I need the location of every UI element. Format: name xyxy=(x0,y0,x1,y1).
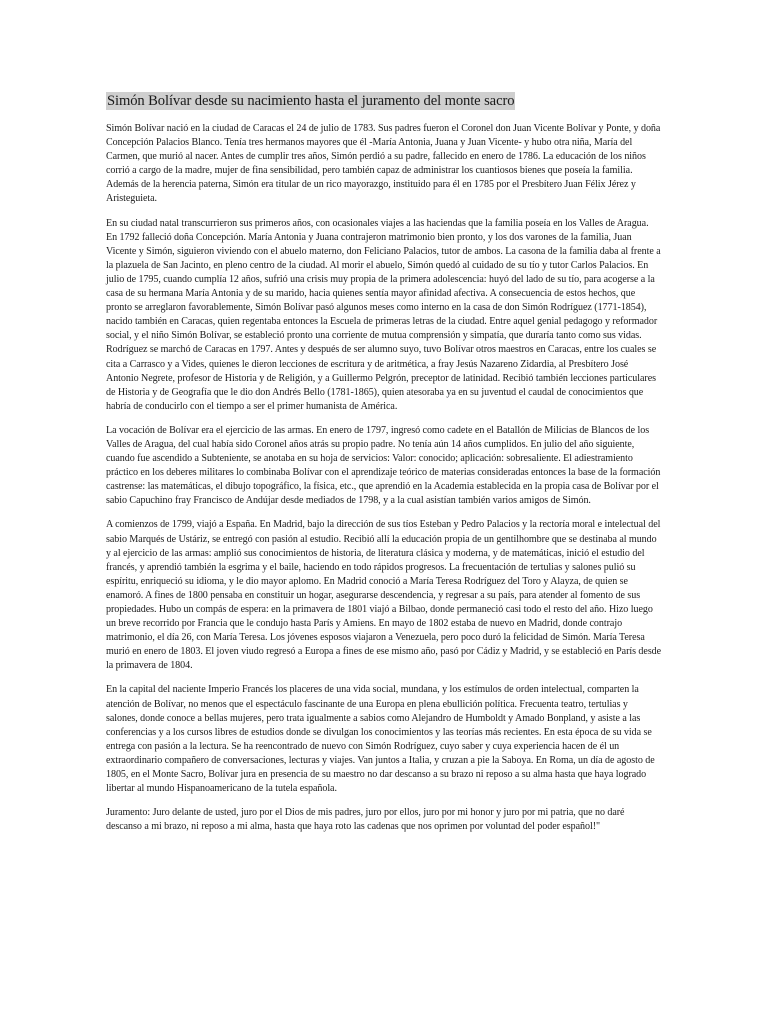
paragraph-birth: Simón Bolívar nació en la ciudad de Caracas el 24 de julio de 1783. Sus padres fueron el Coronel don Juan Vicente Bolívar y Ponte, y doña Concepción Palacios Blanco. Tenía tres hermanos mayores que él -María Antonia, Juana y Juan Vicente- y hubo otra niña, María del Carmen, que murió al nacer. Antes de cumplir tres años, Simón perdió a su padre, fallecido en enero de 1786. La educación de los niños corrió a cargo de la madre, mujer de fina sensibilidad, pero también capaz de administrar los cuantiosos bienes que poseía la familia. Además de la herencia paterna, Simón era titular de un rico mayorazgo, instituido para él en 1785 por el Presbítero Juan Félix Jérez y Aristeguieta. xyxy=(106,123,661,205)
paragraph-paris: En la capital del naciente Imperio Francés los placeres de una vida social, mundana, y los estímulos de orden intelectual, comparten la atención de Bolívar, no menos que el espectáculo fascinante de una Europa en plena ebullición política. Frecuenta teatro, tertulias y salones, donde conoce a bellas mujeres, pero trata igualmente a sabios como Alejandro de Humboldt y Amado Bonpland, y asiste a las conferencias y a los cursos libres de estudios donde se divulgan los conocimientos y las teorías más recientes. En esta época de su vida se entrega con pasión a la lectura. Se ha reencontrado de nuevo con Simón Rodríguez, cuyo saber y cuya experiencia hacen de él un extraordinario compañero de conversaciones, lecturas y viajes. Van juntos a Italia, y cruzan a pie la Saboya. En Roma, un día de agosto de 1805, en el Monte Sacro, Bolívar jura en presencia de su maestro no dar descanso a su brazo ni reposo a su alma hasta que haya logrado libertar al mundo Hispanoamericano de la tutela española. xyxy=(106,684,655,795)
paragraph-oath: Juramento: Juro delante de usted, juro por el Dios de mis padres, juro por ellos, juro por mi honor y juro por mi patria, que no daré descanso a mi brazo, ni reposo a mi alma, hasta que haya roto las cadenas que nos oprimen por voluntad del poder español!" xyxy=(106,807,625,833)
paragraph-childhood: En su ciudad natal transcurrieron sus primeros años, con ocasionales viajes a las haciendas que la familia poseía en los Valles de Aragua. En 1792 falleció doña Concepción. María Antonia y Juana contrajeron matrimonio bien pronto, y los dos varones de la familia, Juan Vicente y Simón, siguieron viviendo con el abuelo materno, don Feliciano Palacios, tutor de ambos. La casona de la familia daba al frente a la plazuela de San Jacinto, en pleno centro de la ciudad. Al morir el abuelo, Simón quedó al cuidado de su tío y tutor Carlos Palacios. En julio de 1795, cuando cumplía 12 años, sufrió una crisis muy propia de la primera adolescencia: huyó del lado de su tío, para acogerse a la casa de su hermana María Antonia y de su marido, hacia quienes sentía mayor afinidad afectiva. A consecuencia de estos hechos, que pronto se arreglaron favorablemente, Simón Bolívar pasó algunos meses como interno en la casa de don Simón Rodríguez (1771-1854), nacido también en Caracas, quien regentaba entonces la Escuela de primeras letras de la ciudad. Entre aquel genial pedagogo y reformador social, y el niño Simón Bolívar, se estableció pronto una corriente de mutua comprensión y simpatía, que duraría tanto como sus vidas. Rodríguez se marchó de Caracas en 1797. Antes y después de ser alumno suyo, tuvo Bolívar otros maestros en Caracas, entre los cuales se cita a Carrasco y a Vides, quienes le dieron lecciones de escritura y de aritmética, a fray Jesús Nazareno Zidardia, al Presbítero José Antonio Negrete, profesor de Historia y de Religión, y a Guillermo Pelgrón, preceptor de latinidad. Recibió también lecciones particulares de Historia y de Geografía que le dio don Andrés Bello (1781-1865), quien atesoraba ya en su juventud el caudal de conocimientos que habría de conducirlo con el tiempo a ser el primer humanista de América. xyxy=(106,217,661,412)
paragraph-military-vocation: La vocación de Bolívar era el ejercicio de las armas. En enero de 1797, ingresó como cadete en el Batallón de Milicias de Blancos de los Valles de Aragua, del cual había sido Coronel años atrás su propio padre. No tenía aún 14 años cumplidos. En julio del año siguiente, cuando fue ascendido a Subteniente, se anotaba en su hoja de servicios: Valor: conocido; aplicación: sobresaliente. El adiestramiento práctico en los deberes militares lo combinaba Bolívar con el aprendizaje teórico de materias consideradas entonces la base de la formación castrense: las matemáticas, el dibujo topográfico, la física, etc., que aprendió en la Academia establecida en la propia casa de Bolívar por el sabio Capuchino fray Francisco de Andújar desde mediados de 1798, y a la cual asistían también varios amigos de Simón. xyxy=(106,424,661,507)
document-title: Simón Bolívar desde su nacimiento hasta el juramento del monte sacro xyxy=(107,93,515,109)
paragraph-spain: A comienzos de 1799, viajó a España. En Madrid, bajo la dirección de sus tíos Esteban y Pedro Palacios y la rectoría moral e intelectual del sabio Marqués de Ustáriz, se entregó con pasión al estudio. Recibió allí la educación propia de un gentilhombre que se destinaba al mundo y al ejercicio de las armas: amplió sus conocimientos de historia, de literatura clásica y moderna, y de matemáticas, inició el estudio del francés, y aprendió también la esgrima y el baile, haciendo en todo rápidos progresos. La frecuentación de tertulias y salones pulió su espíritu, enriqueció su idioma, y le dio mayor aplomo. En Madrid conoció a María Teresa Rodríguez del Toro y Alayza, de quien se enamoró. A fines de 1800 pensaba en constituir un hogar, asegurarse descendencia, y regresar a su país, para atender al fomento de sus propiedades. Hubo un compás de espera: en la primavera de 1801 viajó a Bilbao, donde permaneció casi todo el resto del año. Hizo luego un breve recorrido por Francia que le condujo hasta París y Amiens. En mayo de 1802 estaba de nuevo en Madrid, donde contrajo matrimonio, el día 26, con María Teresa. Los jóvenes esposos viajaron a Venezuela, pero poco duró la felicidad de Simón. María Teresa murió en enero de 1803. El joven viudo regresó a Europa a fines de ese mismo año, pasó por Cádiz y Madrid, y se estableció en París desde la primavera de 1804. xyxy=(106,519,662,672)
document-page xyxy=(106,92,662,844)
